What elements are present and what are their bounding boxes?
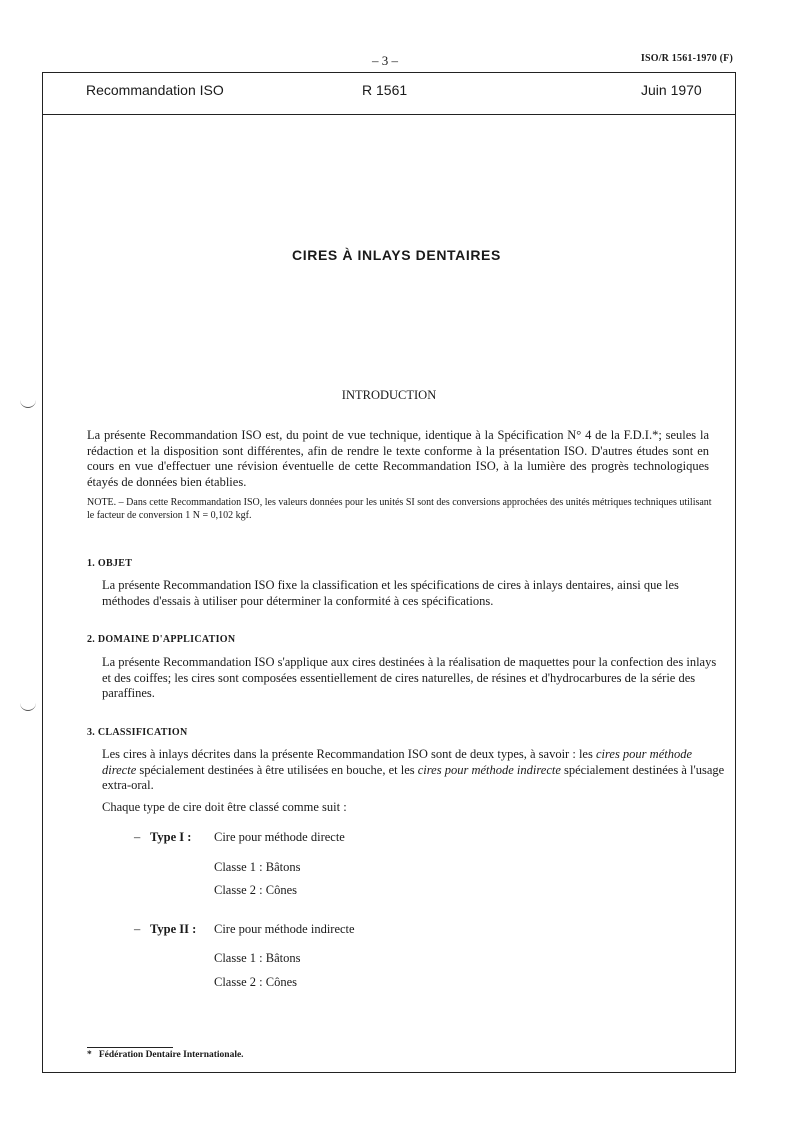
footnote-rule: [87, 1047, 173, 1048]
class-item: Classe 2 : Cônes: [214, 975, 297, 989]
type-dash: –: [134, 830, 141, 844]
section-text-domaine: La présente Recommandation ISO s'applique aux cires destinées à la réalisation de maquettes pour la confection des inlays et des coiffes; les cires sont composées essentiellement de cires naturelles, de résines et d'hydrocarbures de la série des paraffines.: [102, 655, 717, 700]
type-label: Type I :: [150, 830, 192, 844]
section-heading-domaine: 2. DOMAINE D'APPLICATION: [87, 634, 236, 645]
page-frame: [42, 72, 736, 1073]
class-item: Classe 1 : Bâtons: [214, 951, 301, 965]
type-dash: –: [134, 922, 141, 936]
footnote-marker: *: [87, 1050, 92, 1060]
introduction-paragraph: La présente Recommandation ISO est, du point de vue technique, identique à la Spécification N° 4 de la F.D.I.*; seules la rédaction et la disposition sont différentes, afin de rendre le texte conforme à la présentation ISO. D'autres études sont en cours en vue d'effectuer une révision éventuelle de cette Recommandation ISO, à la lumière des progrès technologiques étayés de données bien établies.: [87, 428, 709, 489]
introduction-heading: INTRODUCTION: [341, 388, 437, 402]
section-text-classification: Les cires à inlays décrites dans la présente Recommandation ISO sont de deux types, à savoir : les cires pour méthode directe spécialement destinées à être utilisées en bouche, et les cires pour méthode indirecte spécialement destinées à l'usage extra-oral.: [102, 747, 725, 792]
margin-mark: [20, 703, 36, 711]
document-reference: ISO/R 1561-1970 (F): [640, 53, 733, 64]
classification-lead: Chaque type de cire doit être classé comme suit :: [102, 800, 347, 814]
type-description: Cire pour méthode indirecte: [214, 922, 355, 936]
header-left: Recommandation ISO: [86, 82, 224, 98]
emphasis-methode-directe: cires pour méthode directe: [102, 747, 693, 777]
type-description: Cire pour méthode directe: [214, 830, 345, 844]
section-text-objet: La présente Recommandation ISO fixe la classification et les spécifications de cires à inlays dentaires, ainsi que les méthodes d'essais à utiliser pour déterminer la conformité à ces spécifications.: [102, 578, 679, 608]
page-number: – 3 –: [372, 53, 398, 68]
header-center: R 1561: [362, 82, 408, 98]
header-right: Juin 1970: [641, 82, 702, 98]
footnote: [87, 1050, 244, 1060]
document-title: CIRES À INLAYS DENTAIRES: [292, 247, 501, 263]
class-item: Classe 1 : Bâtons: [214, 860, 301, 874]
emphasis-methode-indirecte: cires pour méthode indirecte: [417, 762, 561, 777]
type-label: Type II :: [150, 922, 197, 936]
section-heading-classification: 3. CLASSIFICATION: [87, 727, 188, 738]
class-item: Classe 2 : Cônes: [214, 883, 297, 897]
header-divider: [42, 114, 736, 115]
footnote-text: Fédération Dentaire Internationale.: [98, 1050, 244, 1060]
introduction-note: NOTE. – Dans cette Recommandation ISO, les valeurs données pour les unités SI sont des conversions approchées des unités métriques techniques utilisant le facteur de conversion 1 N = 0,102 kgf.: [87, 497, 712, 521]
section-heading-objet: 1. OBJET: [87, 558, 133, 569]
